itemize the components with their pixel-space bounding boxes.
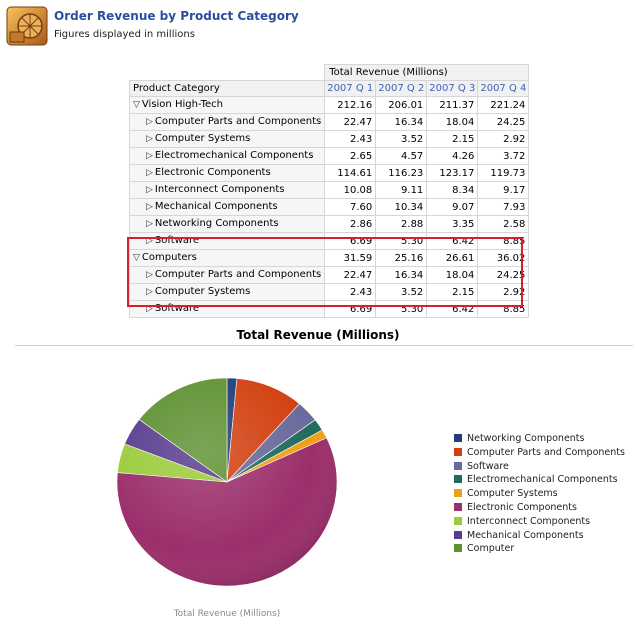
row-label-text[interactable]: Interconnect Components (154, 184, 285, 195)
value-cell: 212.16 (325, 97, 376, 114)
row-label (130, 250, 325, 267)
legend-item (454, 460, 625, 474)
value-cell: 119.73 (478, 165, 529, 182)
order-revenue-icon (6, 6, 48, 46)
row-label-text[interactable]: Vision High-Tech (141, 99, 224, 110)
table-row (130, 199, 529, 216)
pivot-column-header-row (130, 81, 529, 97)
legend-swatch (454, 462, 462, 470)
expand-icon[interactable]: ▷ (146, 168, 153, 178)
value-cell: 9.17 (478, 182, 529, 199)
quarter-header[interactable]: 2007 Q 4 (478, 81, 529, 97)
row-label-text[interactable]: Computer Parts and Components (154, 269, 322, 280)
value-cell: 3.52 (376, 284, 427, 301)
expand-icon[interactable]: ▷ (146, 185, 153, 195)
legend-swatch (454, 503, 462, 511)
collapse-icon[interactable]: ▽ (133, 100, 140, 110)
row-label-text[interactable]: Computer Parts and Components (154, 116, 322, 127)
row-label (130, 216, 325, 233)
group-row (130, 250, 529, 267)
value-cell: 2.88 (376, 216, 427, 233)
row-label (130, 114, 325, 131)
value-cell: 9.11 (376, 182, 427, 199)
row-label (130, 267, 325, 284)
value-cell: 206.01 (376, 97, 427, 114)
value-cell: 5.30 (376, 301, 427, 318)
row-label-text[interactable]: Networking Components (154, 218, 279, 229)
value-cell: 6.69 (325, 233, 376, 250)
legend-label: Electromechanical Components (467, 474, 618, 486)
pivot-table (129, 64, 529, 318)
row-header: Product Category (130, 81, 325, 97)
chart-title: Total Revenue (Millions) (236, 328, 400, 342)
legend-swatch (454, 531, 462, 539)
pivot-corner-blank (130, 65, 325, 81)
pie-caption: Total Revenue (Millions) (173, 609, 281, 619)
row-label-text[interactable]: Computer Systems (154, 286, 251, 297)
table-row (130, 165, 529, 182)
value-cell: 3.35 (427, 216, 478, 233)
legend-item (454, 529, 625, 543)
value-cell: 36.02 (478, 250, 529, 267)
legend-swatch (454, 489, 462, 497)
row-label (130, 165, 325, 182)
legend-label: Software (467, 460, 509, 472)
value-cell: 10.08 (325, 182, 376, 199)
row-label (130, 284, 325, 301)
legend-item (454, 432, 625, 446)
value-cell: 18.04 (427, 267, 478, 284)
row-label (130, 97, 325, 114)
expand-icon[interactable]: ▷ (146, 117, 153, 127)
expand-icon[interactable]: ▷ (146, 287, 153, 297)
value-cell: 7.93 (478, 199, 529, 216)
value-cell: 2.15 (427, 131, 478, 148)
page-subtitle: Figures displayed in millions (54, 29, 195, 40)
expand-icon[interactable]: ▷ (146, 219, 153, 229)
value-cell: 24.25 (478, 267, 529, 284)
value-cell: 24.25 (478, 114, 529, 131)
value-cell: 2.92 (478, 284, 529, 301)
chart-legend (454, 432, 625, 556)
value-cell: 6.42 (427, 233, 478, 250)
value-cell: 2.43 (325, 284, 376, 301)
legend-label: Networking Components (467, 433, 585, 444)
pivot-body (130, 97, 529, 318)
measure-header: Total Revenue (Millions) (325, 65, 529, 81)
table-row (130, 284, 529, 301)
value-cell: 8.85 (478, 233, 529, 250)
group-row (130, 97, 529, 114)
value-cell: 2.58 (478, 216, 529, 233)
row-label (130, 301, 325, 318)
table-row (130, 267, 529, 284)
page-title: Order Revenue by Product Category (54, 9, 299, 23)
row-label-text[interactable]: Electronic Components (154, 167, 271, 178)
quarter-header[interactable]: 2007 Q 3 (427, 81, 478, 97)
legend-swatch (454, 544, 462, 552)
value-cell: 16.34 (376, 114, 427, 131)
legend-item (454, 487, 625, 501)
legend-label: Computer Systems (467, 488, 558, 500)
table-row (130, 216, 529, 233)
collapse-icon[interactable]: ▽ (133, 253, 140, 263)
value-cell: 25.16 (376, 250, 427, 267)
value-cell: 9.07 (427, 199, 478, 216)
table-row (130, 182, 529, 199)
row-label-text[interactable]: Software (154, 303, 200, 314)
expand-icon[interactable]: ▷ (146, 151, 153, 161)
value-cell: 10.34 (376, 199, 427, 216)
legend-item (454, 501, 625, 515)
pivot-measure-row (130, 65, 529, 81)
value-cell: 2.86 (325, 216, 376, 233)
expand-icon[interactable]: ▷ (146, 236, 153, 246)
table-row (130, 148, 529, 165)
row-label-text[interactable]: Software (154, 235, 200, 246)
divider (15, 345, 633, 346)
row-label-text[interactable]: Mechanical Components (154, 201, 278, 212)
row-label (130, 131, 325, 148)
row-label (130, 182, 325, 199)
legend-label: Computer Parts and Components (467, 446, 625, 458)
value-cell: 8.34 (427, 182, 478, 199)
expand-icon[interactable]: ▷ (146, 202, 153, 212)
value-cell: 211.37 (427, 97, 478, 114)
value-cell: 31.59 (325, 250, 376, 267)
expand-icon[interactable]: ▷ (146, 304, 153, 314)
legend-swatch (454, 434, 462, 442)
value-cell: 116.23 (376, 165, 427, 182)
table-row (130, 301, 529, 318)
row-label (130, 148, 325, 165)
table-row (130, 131, 529, 148)
value-cell: 7.60 (325, 199, 376, 216)
value-cell: 221.24 (478, 97, 529, 114)
legend-label: Electronic Components (467, 501, 577, 513)
report-header (0, 0, 636, 56)
legend-label: Interconnect Components (467, 515, 591, 527)
value-cell: 2.15 (427, 284, 478, 301)
legend-item (454, 473, 625, 487)
legend-item (454, 515, 625, 529)
value-cell: 6.69 (325, 301, 376, 318)
value-cell: 2.43 (325, 131, 376, 148)
expand-icon[interactable]: ▷ (146, 270, 153, 280)
legend-item (454, 542, 625, 556)
value-cell: 16.34 (376, 267, 427, 284)
legend-swatch (454, 475, 462, 483)
value-cell: 5.30 (376, 233, 427, 250)
value-cell: 3.72 (478, 148, 529, 165)
value-cell: 26.61 (427, 250, 478, 267)
row-label-text[interactable]: Electromechanical Components (154, 150, 314, 161)
legend-swatch (454, 517, 462, 525)
value-cell: 2.92 (478, 131, 529, 148)
row-label-text[interactable]: Computers (141, 252, 197, 263)
value-cell: 3.52 (376, 131, 427, 148)
row-label-text[interactable]: Computer Systems (154, 133, 251, 144)
value-cell: 4.26 (427, 148, 478, 165)
quarter-header[interactable]: 2007 Q 1 (325, 81, 376, 97)
quarter-header[interactable]: 2007 Q 2 (376, 81, 427, 97)
value-cell: 4.57 (376, 148, 427, 165)
expand-icon[interactable]: ▷ (146, 134, 153, 144)
legend-label: Mechanical Components (467, 529, 584, 541)
value-cell: 2.65 (325, 148, 376, 165)
row-label (130, 199, 325, 216)
table-row (130, 114, 529, 131)
value-cell: 18.04 (427, 114, 478, 131)
value-cell: 22.47 (325, 267, 376, 284)
value-cell: 8.85 (478, 301, 529, 318)
legend-item (454, 446, 625, 460)
pie-chart (0, 350, 454, 610)
value-cell: 6.42 (427, 301, 478, 318)
value-cell: 114.61 (325, 165, 376, 182)
value-cell: 123.17 (427, 165, 478, 182)
value-cell: 22.47 (325, 114, 376, 131)
legend-label: Computer (467, 543, 515, 555)
legend-swatch (454, 448, 462, 456)
row-label (130, 233, 325, 250)
table-row (130, 233, 529, 250)
